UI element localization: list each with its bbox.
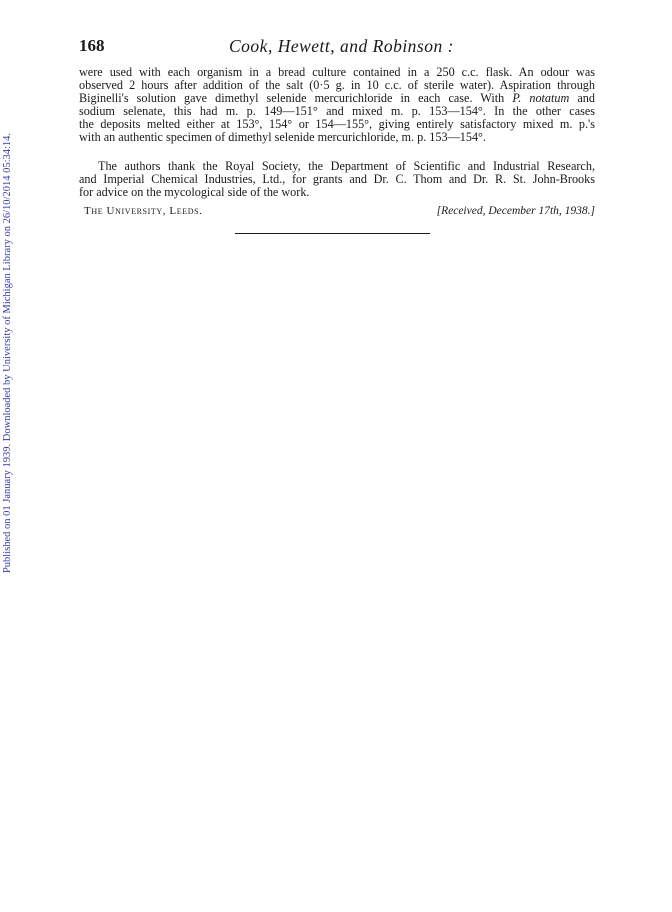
text-line: with an authentic specimen of dimethyl selenide mercurichloride, m. p. 153—154°. <box>79 130 486 144</box>
text-line: for advice on the mycological side of the work. <box>79 185 310 199</box>
text-line: the deposits melted either at 153°, 154° or 154—155°, giving entirely satisfactory mixed m. p.'s <box>79 117 595 131</box>
text-line: Biginelli's solution gave dimethyl selenide mercurichloride in each case. With P. notatum and <box>79 91 595 105</box>
running-title: Cook, Hewett, and Robinson : <box>229 36 454 56</box>
species-name: P. notatum <box>512 91 570 105</box>
page-number: 168 <box>79 36 105 55</box>
end-rule <box>235 233 430 234</box>
text-line: The authors thank the Royal Society, the Department of Scientific and Industrial Research, <box>98 159 595 173</box>
text-line: were used with each organism in a bread culture contained in a 250 c.c. flask. An odour was <box>79 65 595 79</box>
affiliation: The University, Leeds. <box>84 205 203 217</box>
text-line: observed 2 hours after addition of the salt (0·5 g. in 10 c.c. of sterile water). Aspiration through <box>79 78 595 92</box>
received-date: [Received, December 17th, 1938.] <box>436 205 595 217</box>
paragraph-acknowledgements <box>79 160 595 199</box>
page-header <box>79 36 595 56</box>
download-watermark <box>2 128 16 578</box>
text-line: sodium selenate, this had m. p. 149—151° and mixed m. p. 153—154°. In the other cases <box>79 104 595 118</box>
download-watermark-text: Published on 01 January 1939. Downloaded by University of Michigan Library on 26/10/2014 05:34:14. <box>2 132 13 574</box>
text-line: and Imperial Chemical Industries, Ltd., for grants and Dr. C. Thom and Dr. R. St. John-Brooks <box>79 172 595 186</box>
paragraph-results <box>79 66 595 144</box>
